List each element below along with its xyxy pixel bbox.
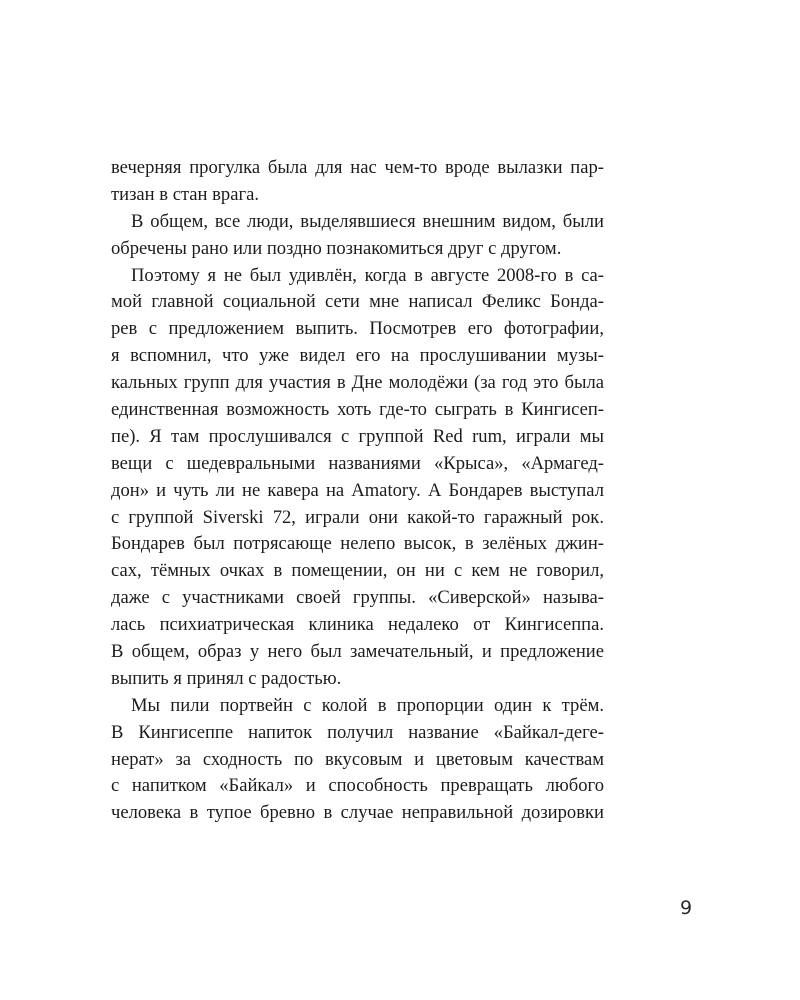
text-line: единственная возможность хоть где-то сыграть в Кингисеп- bbox=[111, 399, 604, 421]
body-text bbox=[111, 155, 604, 827]
text-line: лась психиатрическая клиника недалеко от Кингисеппа. bbox=[111, 614, 604, 636]
text-line: В общем, все люди, выделявшиеся внешним видом, были bbox=[131, 210, 604, 232]
text-line: с группой Siverski 72, играли они какой-то гаражный рок. bbox=[111, 506, 604, 528]
text-line: дон» и чуть ли не кавера на Amatory. А Бондарев выступал bbox=[111, 479, 604, 501]
text-line: Мы пили портвейн с колой в пропорции один к трём. bbox=[131, 694, 604, 716]
text-line: тизан в стан врага. bbox=[111, 183, 260, 205]
text-line: В Кингисеппе напиток получил название «Байкал-деге- bbox=[111, 721, 604, 743]
page-number: 9 bbox=[680, 897, 693, 919]
text-line: выпить я принял с радостью. bbox=[111, 667, 342, 689]
text-line: я вспомнил, что уже видел его на прослушивании музы- bbox=[111, 345, 604, 367]
text-line: с напитком «Байкал» и способность превращать любого bbox=[111, 775, 604, 797]
text-line: вечерняя прогулка была для нас чем-то вроде вылазки пар- bbox=[111, 157, 604, 178]
text-line: мой главной социальной сети мне написал Феликс Бонда- bbox=[111, 291, 604, 313]
text-line: кальных групп для участия в Дне молодёжи (за год это была bbox=[111, 372, 604, 394]
text-line: человека в тупое бревно в случае неправильной дозировки bbox=[111, 802, 604, 824]
text-line: обречены рано или поздно познакомиться друг с другом. bbox=[111, 237, 562, 259]
text-line: Поэтому я не был удивлён, когда в августе 2008-го в са- bbox=[131, 264, 604, 286]
text-line: вещи с шедевральными названиями «Крыса», «Армагед- bbox=[111, 452, 604, 474]
text-line: сах, тёмных очках в помещении, он ни с кем не говорил, bbox=[111, 560, 604, 582]
text-line: Бондарев был потрясающе нелепо высок, в зелёных джин- bbox=[111, 533, 604, 555]
text-line: нерат» за сходность по вкусовым и цветовым качествам bbox=[111, 748, 604, 770]
text-line: пе). Я там прослушивался с группой Red rum, играли мы bbox=[111, 425, 604, 447]
text-line: В общем, образ у него был замечательный, и предложение bbox=[111, 641, 604, 663]
text-line: рев с предложением выпить. Посмотрев его фотографии, bbox=[111, 318, 604, 340]
text-line: даже с участниками своей группы. «Сиверской» называ- bbox=[111, 587, 604, 609]
